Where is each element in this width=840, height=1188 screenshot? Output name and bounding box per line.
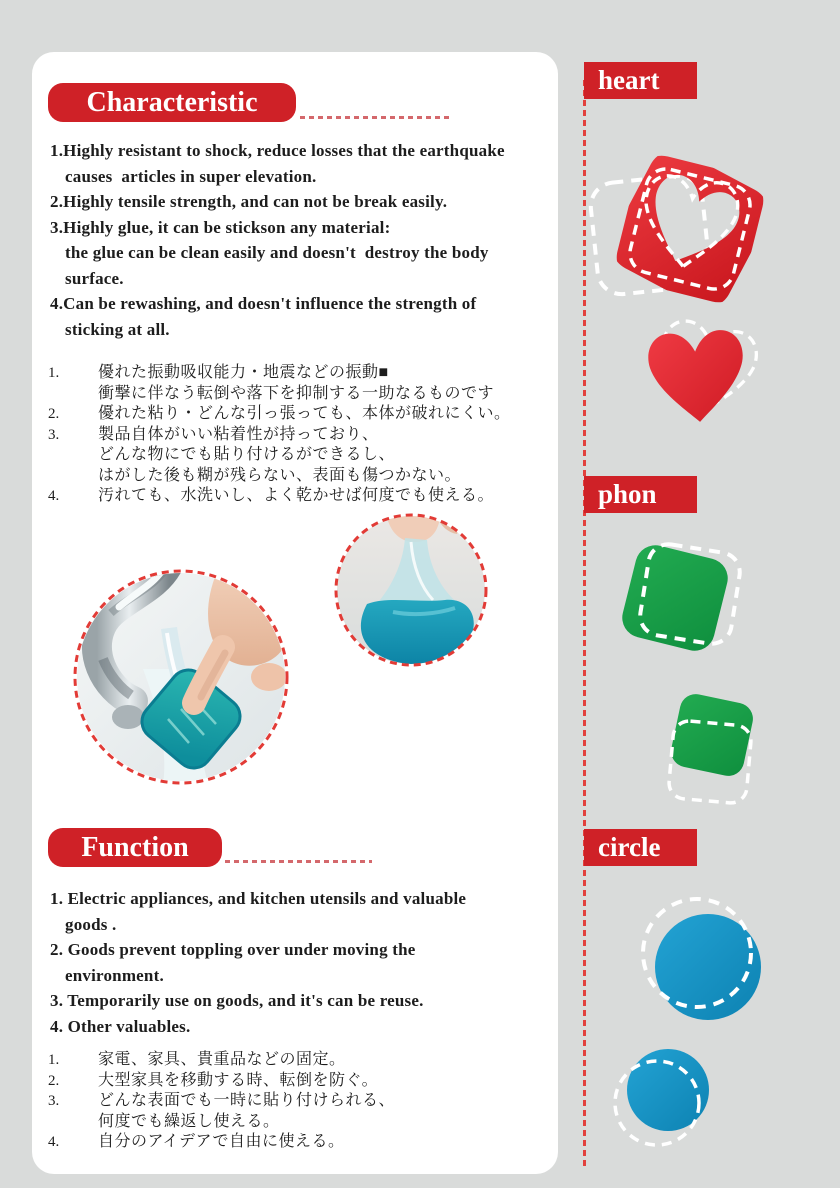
list-item [50, 1014, 550, 1040]
heart-shape [638, 316, 760, 434]
sidebar-label-phon-text: phon [598, 479, 657, 509]
text-line: はがした後も糊が残らない、表面も傷つかない。 [98, 466, 462, 484]
characteristic-heading-label: Characteristic [86, 86, 258, 118]
list-item [48, 425, 553, 487]
function-japanese-list [48, 1050, 553, 1153]
square-pad-small-shape [648, 678, 768, 820]
list-item-text [98, 363, 494, 404]
text-line: どんな物にでも貼り付けるができるし、 [98, 446, 396, 463]
square-pad-large-shape [602, 518, 754, 660]
photo-washing-illustration [73, 569, 289, 785]
text-line: 2.Highly tensile strength, and can not be break easily. [50, 192, 448, 211]
list-item [48, 1050, 553, 1071]
text-line: causes articles in super elevation. [65, 166, 317, 186]
text-line: 汚れても、水洗いし、よく乾かせば何度でも使える。 [98, 487, 495, 504]
list-item-text [98, 404, 511, 425]
dashed-leader-line [225, 860, 372, 863]
text-line: 優れた粘り・どんな引っ張っても、本体が破れにくい。 [98, 405, 511, 422]
text-line: 4.Can be rewashing, and doesn't influence the strength of [50, 294, 477, 313]
text-line: 3.Highly glue, it can be stickson any material: [50, 217, 391, 237]
list-item [48, 1071, 553, 1092]
list-item-number: 1. [48, 365, 60, 381]
function-heading [48, 828, 222, 867]
sidebar-label-circle [584, 829, 697, 866]
circle-pad-large-shape [635, 895, 765, 1025]
characteristic-heading [48, 83, 296, 122]
photo-stretching-illustration [333, 512, 490, 669]
list-item [50, 291, 550, 342]
text-line: 優れた振動吸収能力・地震などの振動■ [98, 364, 389, 381]
text-line: 4. Other valuables. [50, 1016, 191, 1036]
list-item [48, 1091, 553, 1132]
list-item [50, 886, 550, 937]
text-line: 何度でも繰返し使える。 [98, 1112, 280, 1130]
text-line: 家電、家具、貴重品などの固定。 [98, 1051, 346, 1068]
text-line: environment. [65, 965, 164, 985]
text-line: 製品自体がいい粘着性が持っており、 [98, 425, 379, 443]
function-heading-label: Function [81, 831, 189, 863]
photo-washing-under-faucet [73, 569, 289, 785]
sidebar-label-phon [584, 476, 697, 513]
list-item-number: 2. [48, 1072, 60, 1089]
list-item [48, 404, 553, 425]
list-item [50, 189, 550, 215]
sidebar-label-heart-text: heart [598, 65, 660, 95]
list-item [48, 486, 553, 507]
list-item-text [98, 1132, 345, 1153]
text-line: surface. [65, 268, 124, 288]
function-english-list [50, 886, 550, 1039]
list-item-text [98, 486, 494, 507]
photo-stretching-gel [333, 512, 490, 669]
text-line: sticking at all. [65, 319, 170, 339]
circle-pad-small-shape [610, 1045, 714, 1151]
list-item [50, 937, 550, 988]
sidebar-divider-dashed-line [583, 80, 586, 1168]
sidebar-label-heart [584, 62, 697, 99]
text-line: 衝撃に伴なう転倒や落下を抑制する一助なるものです [98, 384, 495, 402]
dashed-leader-line [300, 116, 450, 119]
list-item-text [98, 425, 461, 487]
list-item-number: 1. [48, 1052, 60, 1068]
list-item-number: 4. [48, 488, 60, 504]
text-line: 1. Electric appliances, and kitchen utensils and valuable [50, 889, 467, 908]
characteristic-english-list [50, 138, 550, 342]
list-item [48, 1132, 553, 1153]
characteristic-japanese-list [48, 363, 553, 507]
list-item-number: 4. [48, 1134, 60, 1150]
list-item-number: 3. [48, 426, 60, 443]
list-item [50, 215, 550, 292]
text-line: 3. Temporarily use on goods, and it's can be reuse. [50, 991, 424, 1010]
list-item-text [98, 1050, 346, 1071]
text-line: 大型家具を移動する時、転倒を防ぐ。 [98, 1071, 379, 1089]
list-item-number: 2. [48, 406, 60, 422]
list-item-text [98, 1071, 378, 1092]
list-item [48, 363, 553, 404]
list-item [50, 988, 550, 1014]
text-line: 自分のアイデアで自由に使える。 [98, 1133, 345, 1150]
text-line: the glue can be clean easily and doesn't destroy the body [65, 243, 489, 262]
text-line: goods . [65, 914, 117, 934]
content-panel [32, 52, 558, 1174]
list-item [50, 138, 550, 189]
sidebar-label-circle-text: circle [598, 832, 661, 862]
text-line: 1.Highly resistant to shock, reduce losses that the earthquake [50, 141, 505, 160]
text-line: どんな表面でも一時に貼り付けられる、 [98, 1092, 396, 1109]
list-item-number: 3. [48, 1093, 60, 1109]
text-line: 2. Goods prevent toppling over under moving the [50, 940, 416, 959]
heart-cutout-square-shape [588, 142, 774, 314]
list-item-text [98, 1091, 395, 1132]
